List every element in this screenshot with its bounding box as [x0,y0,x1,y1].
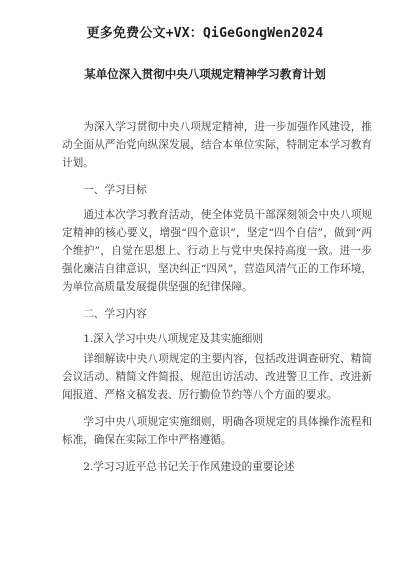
goals-paragraph: 通过本次学习教育活动，使全体党员干部深刻领会中央八项规定精神的核心要义，增强“四个意识”，坚定“四个自信”，做到“两个维护”，自觉在思想上、行动上与党中央保持高度一致。进一步强化廉洁自律意识，坚决纠正“四风”，营造风清气正的工作环境，为单位高质量发展提供坚强的纪律保障。 [62,209,372,293]
document-title: 某单位深入贯彻中央八项规定精神学习教育计划 [84,67,326,81]
subsection-1-paragraph-1: 详细解读中央八项规定的主要内容，包括改进调查研究、精简会议活动、精简文件简报、规范出访活动、改进警卫工作、改进新闻报道、严格文稿发表、厉行勤俭节约等八个方面的要求。 [62,353,372,401]
watermark-header: 更多免费公文+VX：QiGeGongWen2024 [86,26,324,41]
intro-paragraph: 为深入学习贯彻中央八项规定精神，进一步加强作风建设，推动全面从严治党向纵深发展，结合本单位实际，特制定本学习教育计划。 [62,121,372,169]
section-heading-goals: 一、学习目标 [83,184,147,196]
subsection-heading-1: 1.深入学习中央八项规定及其实施细则 [83,333,263,345]
section-heading-content: 二、学习内容 [83,308,147,320]
subsection-1-paragraph-2: 学习中央八项规定实施细则，明确各项规定的具体操作流程和标准，确保在实际工作中严格遵循。 [62,416,372,446]
subsection-heading-2: 2.学习习近平总书记关于作风建设的重要论述 [83,461,295,473]
document-body [62,118,372,483]
